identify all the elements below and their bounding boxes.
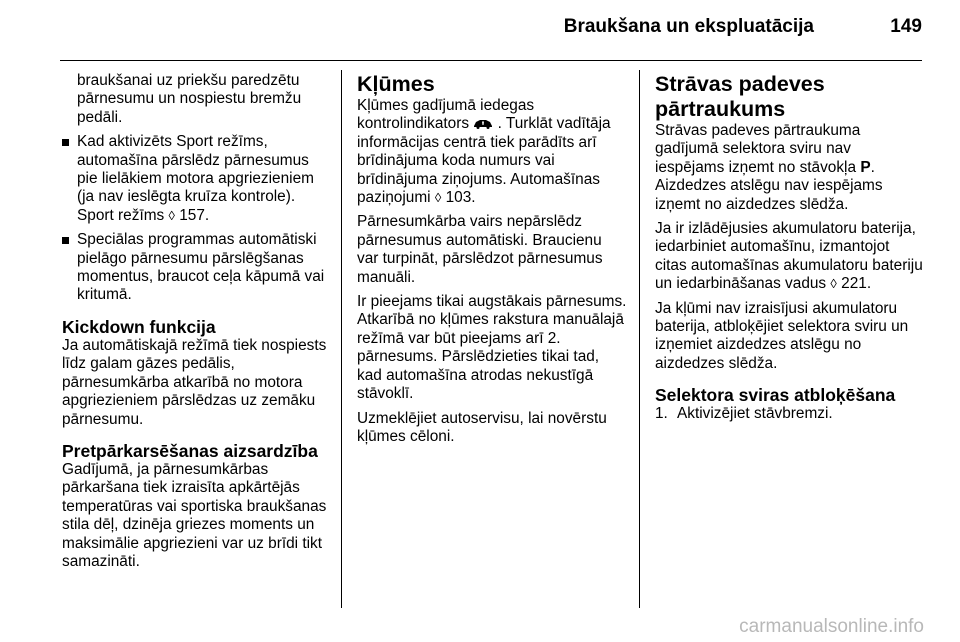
kickdown-heading: Kickdown funkcija [62,316,216,337]
faults-paragraph-2: Pārnesumkārba vairs nepārslēdz pārnesumus automātiski. Braucienu var turpināt, pārslēdzot pārnesumus manuāli. [357,213,603,286]
power-p1-text-a: Strāvas padeves pārtraukuma gadījumā selektora sviru nav iespējams izņemt no stāvokļa [655,122,861,176]
faults-heading: Kļūmes [357,72,435,96]
power-paragraph-3: Ja kļūmi nav izraisījusi akumulatoru baterija, atbloķējiet selektora sviru un izņemiet aizdedzes atslēgu no aizdedzes slēdža. [655,299,909,372]
column-divider-2 [639,70,640,608]
overheat-heading: Pretpārkarsēšanas aizsardzība [62,440,318,461]
page-ref-link[interactable]: 221. [841,275,872,293]
bullet-sport-mode [62,133,330,225]
watermark: carmanualsonline.info [739,616,924,637]
page-ref-icon: ◊ [168,207,175,223]
gear-position-p: P [860,158,871,176]
faults-paragraph-3: Ir pieejams tikai augstākais pārnesums. Atkarībā no kļūmes rakstura manuālajā režīmā var būt pieejams arī 2. pārnesums. Pārslēdzieties tikai tad, kad automašīna atrodas nekustīgā stāvoklī. [357,293,627,403]
page-ref-icon: ◊ [830,276,837,292]
page-ref-link[interactable]: 103. [445,189,476,207]
unlock-heading: Selektora sviras atbloķēšana [655,385,896,406]
power-paragraph-2 [655,220,923,294]
bullet-sport-text: Kad aktivizēts Sport režīms, automašīna pārslēdz pārnesumus pie lielākiem motora apgriezieniem (ja nav ieslēgta kruīza kontrole). Sport režīms [77,133,314,224]
header-rule [60,60,922,61]
faults-p1-text-a: Kļūmes gadījumā iedegas kontrolindikators [357,97,535,133]
faults-paragraph-4: Uzmeklējiet autoservisu, lai novērstu kļūmes cēloni. [357,409,607,445]
power-interruption-heading: Strāvas padeves pārtraukums [655,72,825,121]
power-p1-text-b: . Aizdedzes atslēgu nav iespējams izņemt no aizdedzes slēdža. [655,158,883,213]
page-ref-icon: ◊ [434,190,442,206]
car-warning-icon [473,119,493,129]
faults-paragraph-1 [357,97,627,207]
running-header-title: Braukšana un ekspluatācija [563,16,814,37]
bullet-special-programs: Speciālas programmas automātiski pielāgo pārnesumu pārslēgšanas momentus, braucot ceļa kāpumā vai kritumā. [62,231,330,305]
step-text: Aktivizējiet stāvbremzi. [677,405,833,423]
page-ref-link[interactable]: 157. [179,206,210,224]
kickdown-paragraph: Ja automātiskajā režīmā tiek nospiests līdz galam gāzes pedālis, pārnesumkārba atkarībā no motora apgriezieniem pārslēdzas uz zemāku pārnesumu. [62,336,327,428]
column-left [62,72,330,577]
column-right [655,72,923,430]
overheat-paragraph: Gadījumā, ja pārnesumkārbas pārkaršana tiek izraisīta apkārtējās temperatūras vai sportiska braukšanas stila dēļ, dzinēja griezes moments un maksimālie apgriezieni var uz brīdi tikt samazināti. [62,460,327,570]
step-1 [655,405,923,423]
power-paragraph-1 [655,122,923,214]
step-number: 1. [655,405,668,423]
column-divider-1 [341,70,342,608]
power-p2-text: Ja ir izlādējusies akumulatoru baterija, iedarbiniet automašīnu, izmantojot citas automašīnas akumulatoru bateriju un iedarbināšanas vadus [655,220,923,293]
continued-paragraph: braukšanai uz priekšu paredzētu pārnesumu un nospiestu bremžu pedāli. [77,72,302,126]
column-middle [357,72,627,452]
page-number: 149 [890,16,922,37]
faults-p1-text-b: . Turklāt vadītāja informācijas centrā tiek parādīts arī brīdinājuma koda numurs vai brīdinājuma ziņojums. Automašīnas paziņojumi [357,115,611,207]
